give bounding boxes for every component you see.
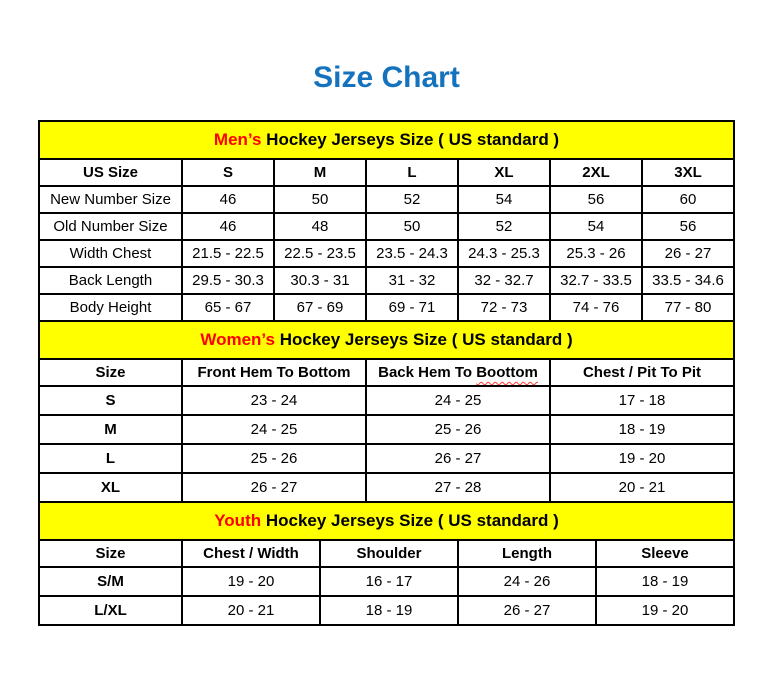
size-value-cell: 52 [458,213,550,240]
size-value-cell: 52 [366,186,458,213]
row-label: L/XL [39,596,182,625]
size-value-cell: 26 - 27 [458,596,596,625]
column-header: Size [39,359,182,386]
table-row [39,567,734,596]
table-row [39,386,734,415]
section-heading-text: Hockey Jerseys Size ( US standard ) [274,330,573,349]
size-value-cell: 23 - 24 [182,386,366,415]
column-header: 3XL [642,159,734,186]
size-value-cell: 56 [550,186,642,213]
table-body [39,386,734,502]
size-value-cell: 21.5 - 22.5 [182,240,274,267]
size-value-cell: 33.5 - 34.6 [642,267,734,294]
size-value-cell: 17 - 18 [550,386,734,415]
size-value-cell: 30.3 - 31 [274,267,366,294]
mens-size-table [38,158,735,322]
size-value-cell: 22.5 - 23.5 [274,240,366,267]
header-row [39,359,734,386]
column-header: XL [458,159,550,186]
size-value-cell: 25 - 26 [366,415,550,444]
column-header: US Size [39,159,182,186]
size-value-cell: 27 - 28 [366,473,550,502]
size-value-cell: 46 [182,213,274,240]
size-value-cell: 20 - 21 [182,596,320,625]
size-value-cell: 72 - 73 [458,294,550,321]
header-row [39,159,734,186]
size-value-cell: 18 - 19 [596,567,734,596]
size-value-cell: 24.3 - 25.3 [458,240,550,267]
column-header: Sleeve [596,540,734,567]
size-value-cell: 29.5 - 30.3 [182,267,274,294]
size-value-cell: 26 - 27 [366,444,550,473]
row-label: Body Height [39,294,182,321]
column-header: S [182,159,274,186]
size-value-cell: 23.5 - 24.3 [366,240,458,267]
column-header: Back Hem To Boottom [366,359,550,386]
row-label: XL [39,473,182,502]
table-row [39,473,734,502]
size-value-cell: 19 - 20 [596,596,734,625]
size-value-cell: 46 [182,186,274,213]
size-value-cell: 77 - 80 [642,294,734,321]
size-value-cell: 18 - 19 [550,415,734,444]
page-title: Size Chart [313,61,460,94]
size-value-cell: 32 - 32.7 [458,267,550,294]
size-value-cell: 69 - 71 [366,294,458,321]
page-content [38,0,735,626]
size-value-cell: 54 [550,213,642,240]
table-row [39,213,734,240]
size-value-cell: 25 - 26 [182,444,366,473]
column-header: Length [458,540,596,567]
size-value-cell: 32.7 - 33.5 [550,267,642,294]
section-heading-womens [38,320,735,360]
size-value-cell: 50 [366,213,458,240]
size-chart-sections [38,120,735,626]
section-heading-youth [38,501,735,541]
table-body [39,186,734,321]
size-value-cell: 24 - 25 [182,415,366,444]
row-label: New Number Size [39,186,182,213]
size-value-cell: 19 - 20 [550,444,734,473]
size-value-cell: 48 [274,213,366,240]
row-label: L [39,444,182,473]
size-value-cell: 25.3 - 26 [550,240,642,267]
size-value-cell: 50 [274,186,366,213]
table-row [39,444,734,473]
section-heading-mens [38,120,735,160]
column-header: L [366,159,458,186]
size-value-cell: 31 - 32 [366,267,458,294]
size-value-cell: 20 - 21 [550,473,734,502]
table-row [39,267,734,294]
size-value-cell: 18 - 19 [320,596,458,625]
column-header: M [274,159,366,186]
row-label: M [39,415,182,444]
column-header: Shoulder [320,540,458,567]
section-accent-label: Youth [214,511,262,530]
column-header: Size [39,540,182,567]
size-value-cell: 19 - 20 [182,567,320,596]
size-value-cell: 16 - 17 [320,567,458,596]
womens-size-table [38,358,735,503]
size-value-cell: 26 - 27 [642,240,734,267]
section-accent-label: Men’s [213,130,262,149]
section-heading-text: Hockey Jerseys Size ( US standard ) [261,130,560,149]
row-label: Back Length [39,267,182,294]
table-row [39,294,734,321]
size-value-cell: 60 [642,186,734,213]
table-header [39,359,734,386]
table-body [39,567,734,625]
row-label: S [39,386,182,415]
table-row [39,415,734,444]
size-value-cell: 24 - 26 [458,567,596,596]
header-row [39,540,734,567]
table-row [39,240,734,267]
table-header [39,159,734,186]
column-header: Chest / Width [182,540,320,567]
youth-size-table [38,539,735,626]
size-value-cell: 67 - 69 [274,294,366,321]
table-row [39,596,734,625]
size-value-cell: 54 [458,186,550,213]
section-heading-text: Hockey Jerseys Size ( US standard ) [261,511,559,530]
size-value-cell: 24 - 25 [366,386,550,415]
size-value-cell: 65 - 67 [182,294,274,321]
size-value-cell: 26 - 27 [182,473,366,502]
table-row [39,186,734,213]
column-header: Chest / Pit To Pit [550,359,734,386]
row-label: Width Chest [39,240,182,267]
table-header [39,540,734,567]
size-value-cell: 56 [642,213,734,240]
section-accent-label: Women’s [200,330,275,349]
column-header: 2XL [550,159,642,186]
column-header: Front Hem To Bottom [182,359,366,386]
misspelled-word: Boottom [476,364,538,381]
row-label: Old Number Size [39,213,182,240]
size-value-cell: 74 - 76 [550,294,642,321]
row-label: S/M [39,567,182,596]
